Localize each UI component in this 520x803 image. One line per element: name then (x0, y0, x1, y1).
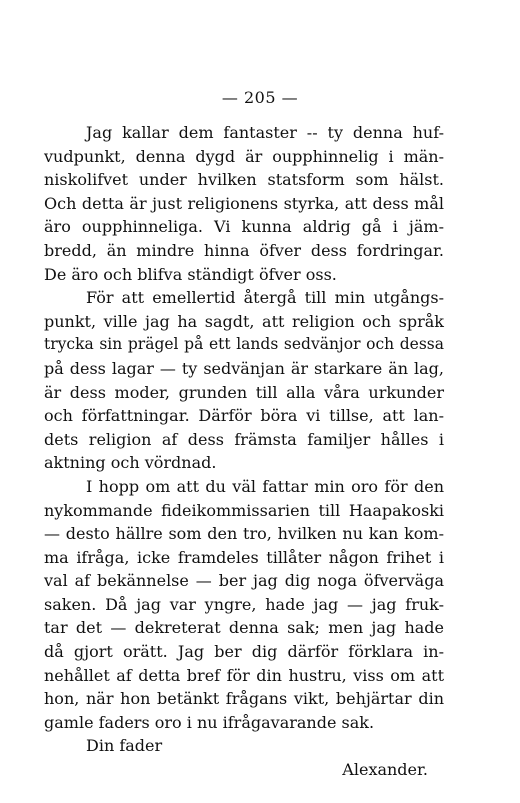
text-line: på dess lagar — ty sedvänjan är starkare än lag, (44, 358, 444, 378)
text-line: äro oupphinneliga. Vi kunna aldrig gå i jäm- (44, 217, 444, 237)
text-line: ma ifråga, icke framdeles tillåter någon frihet i (44, 547, 444, 567)
text-line: Och detta är just religionens styrka, att dess mål (44, 193, 444, 213)
text-line: tar det — dekreterat denna sak; men jag hade (44, 618, 444, 638)
text-line: hon, när hon betänkt frågans vikt, behjärtar din (44, 689, 444, 709)
text-line: Jag kallar dem fantaster -- ty denna huf- (86, 123, 444, 142)
page-number: — 205 — (221, 88, 299, 107)
text-line: För att emellertid återgå till min utgångs- (86, 288, 444, 308)
text-line: och författningar. Därför böra vi tillse, att lan- (44, 406, 444, 426)
text-line: vudpunkt, denna dygd är oupphinnelig i män- (44, 146, 444, 166)
text-line: punkt, ville jag ha sagdt, att religion och språk (44, 311, 444, 331)
text-line: trycka sin prägel på ett lands sedvänjor och dessa (44, 335, 444, 354)
letter-closing: Din fader (86, 736, 163, 756)
text-line: dets religion af dess främsta familjer hålles i (44, 429, 444, 449)
text-line: saken. Då jag var yngre, hade jag — jag fruk- (44, 594, 444, 614)
letter-body (44, 121, 444, 782)
text-line: då gjort orätt. Jag ber dig därför förklara in- (44, 642, 444, 662)
text-line: är dess moder, grunden till alla våra urkunder (44, 382, 444, 402)
text-line: De äro och blifva ständigt öfver oss. (44, 264, 337, 284)
text-line: gamle faders oro i nu ifrågavarande sak. (44, 712, 375, 732)
letter-signature: Alexander. (342, 760, 428, 780)
text-line: bredd, än mindre hinna öfver dess fordringar. (44, 240, 444, 260)
text-line: aktning och vördnad. (44, 453, 217, 473)
text-line: I hopp om att du väl fattar min oro för den (86, 476, 444, 496)
text-line: — desto hällre som den tro, hvilken nu kan kom- (44, 524, 444, 544)
text-line: nykommande fideikommissarien till Haapakoski (44, 500, 444, 520)
text-line: val af bekännelse — ber jag dig noga öfverväga (44, 571, 444, 591)
text-line: niskolifvet under hvilken statsform som hälst. (44, 170, 444, 190)
text-line: nehållet af detta bref för din hustru, viss om att (44, 665, 444, 685)
